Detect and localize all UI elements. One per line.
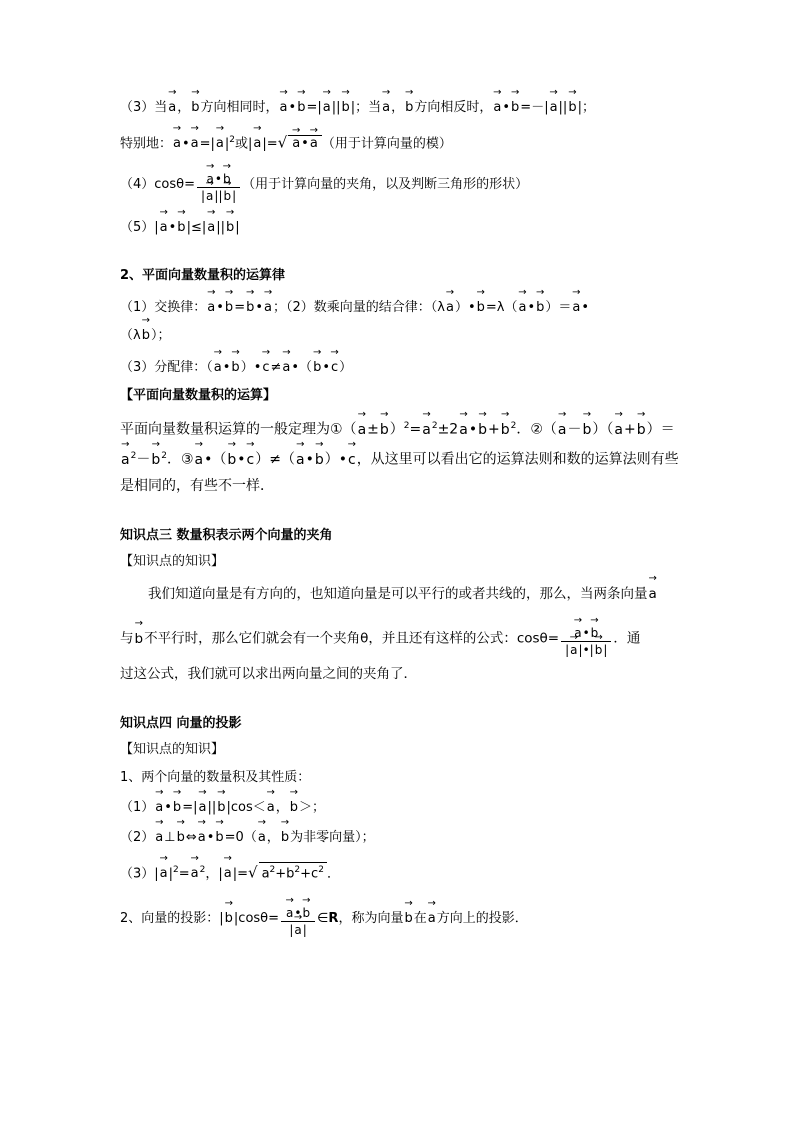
line-property-1: （1）→ a•→ b=|→ a||→ b|cos＜→ a，→ b＞；	[120, 798, 325, 818]
section-heading-point-three: 知识点三 数量积表示两个向量的夹角	[120, 528, 333, 543]
section-heading-point-four: 知识点四 向量的投影	[120, 716, 242, 731]
line-general-theorem-3: 是相同的，有些不一样．	[120, 478, 274, 494]
line-special-case: 特别地：→ a•→ $a=|\to a|^2$或|→ a|=√→ a•→ a （用于计算向量的模）	[120, 130, 452, 154]
line-properties-title: 1、两个向量的数量积及其性质：	[120, 770, 311, 785]
line-general-theorem: 平面向量数量积运算的一般定理为①（→ $a\pm\to b)^2=\to a^2\pm 2\to$ a•→ $b+\to b^2$．②（→ a－→ b）（→ a+→ b）＝	[120, 416, 675, 440]
subheading-knowledge-2: 【知识点的知识】	[120, 742, 225, 757]
line-projection: 2、向量的投影：|→ b|cosθ= → $\frac{a•\to b}{|\to a|}$ ∈R，称为向量→ b在→ a方向上的投影．	[120, 900, 528, 937]
line-distributive: （3）分配律：（→ a•→ b）•→ c≠→ a•（→ b•→ c）	[120, 358, 352, 378]
line-angle-intro: 我们知道向量是有方向的，也知道向量是可以平行的或者共线的，那么，当两条向量→ a	[148, 584, 658, 604]
fraction: → $\frac{a•\to b}{|\to a||\to b|}$	[197, 166, 240, 203]
line-associative-cont: （λ→ b）；	[120, 326, 170, 346]
line-inequality: （5）|→ a•→ b|≤|→ a||→ b|	[120, 218, 240, 238]
line-commutative: （1）交换律：→ a•→ b=→ b•→ a；（2）数乘向量的结合律：（λ→ a）•→ b=λ（→ a•→ b）＝→ a•	[120, 298, 589, 318]
line-general-theorem-2: → $a^2-\to b^2$．③→ a•（→ b•→ c）≠（→ a•→ b）•→ c，从这里可以看出它的运算法则和数的运算法则有些	[120, 446, 679, 470]
line-cos-formula: （4）cosθ= → $\frac{a•\to b}{|\to a||\to b|}$ （用于计算向量的夹角，以及判断三角形的形状）	[120, 166, 528, 203]
line-same-direction: （3）当→ a，→ b方向相同时，→ a•→ b=|→ a||→ b|；当→ a，→ b方向相反时，→ a•→ b=－|→ a||→ b|；	[120, 98, 595, 118]
fraction: → $\frac{a•\to b}{|\to a|}$	[281, 900, 315, 937]
section-heading-operations: 【平面向量数量积的运算】	[120, 388, 277, 403]
line-angle-formula: 与→ b不平行时，那么它们就会有一个夹角θ，并且还有这样的公式：cosθ= → $\frac{a•\to b}{|\to a|•|\to b|}$ ．通	[120, 620, 640, 657]
line-angle-conclusion: 过这公式，我们就可以求出两向量之间的夹角了．	[120, 666, 417, 682]
line-property-2: （2）→ a⊥→ b⇔→ a•→ b=0（→ a，→ b为非零向量）；	[120, 828, 375, 848]
line-property-3: $(3)|\to a|^2=\to a^2$，|→ a|=√ $a^2+b^2+c^2$ ．	[120, 860, 340, 884]
subheading-knowledge: 【知识点的知识】	[120, 554, 225, 569]
fraction: → $\frac{a•\to b}{|\to a|•|\to b|}$	[561, 620, 611, 657]
section-heading-laws: 2、平面向量数量积的运算律	[120, 268, 286, 283]
